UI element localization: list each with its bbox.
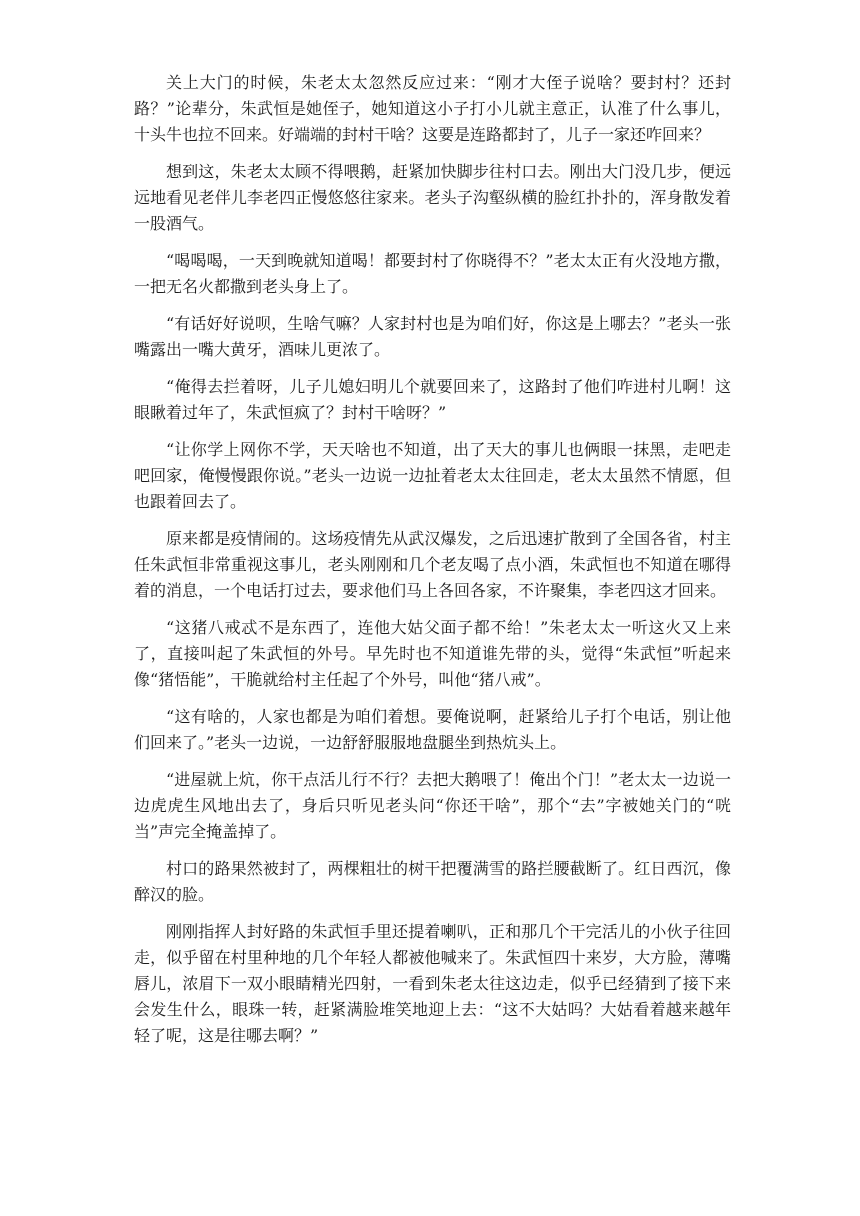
paragraph-8: “这猪八戒忒不是东西了，连他大姑父面子都不给！”朱老太太一听这火又上来了，直接叫起了朱武恒的外号。早先时也不知道谁先带的头，觉得“朱武恒”听起来像“猪悟能”，干脆就给村主任起了个外号，叫他“猪八戒”。 (134, 618, 731, 689)
paragraph-9: “这有啥的，人家也都是为咱们着想。要俺说啊，赶紧给儿子打个电话，别让他们回来了。”老头一边说，一边舒舒服服地盘腿坐到热炕头上。 (134, 707, 731, 752)
paragraph-3: “喝喝喝，一天到晚就知道喝！都要封村了你晓得不？”老太太正有火没地方撒，一把无名火都撒到老头身上了。 (134, 251, 731, 296)
paragraph-12: 刚刚指挥人封好路的朱武恒手里还提着喇叭，正和那几个干完活儿的小伙子往回走，似乎留在村里种地的几个年轻人都被他喊来了。朱武恒四十来岁，大方脸，薄嘴唇儿，浓眉下一双小眼睛精光四射，一看到朱老太往这边走，似乎已经猜到了接下来会发生什么，眼珠一转，赶紧满脸堆笑地迎上去：“这不大姑吗？大姑看着越来越年轻了呢，这是往哪去啊？” (134, 922, 731, 1045)
paragraph-5: “俺得去拦着呀，儿子儿媳妇明儿个就要回来了，这路封了他们咋进村儿啊！这眼瞅着过年了，朱武恒疯了？封村干啥呀？” (134, 377, 731, 422)
paragraph-10: “进屋就上炕，你干点活儿行不行？去把大鹅喂了！俺出个门！”老太太一边说一边虎虎生风地出去了，身后只听见老头问“你还干啥”，那个“去”字被她关门的“咣当”声完全掩盖掉了。 (134, 770, 731, 841)
paragraph-1: 关上大门的时候，朱老太太忽然反应过来：“刚才大侄子说啥？要封村？还封路？”论辈分，朱武恒是她侄子，她知道这小子打小儿就主意正，认准了什么事儿，十头牛也拉不回来。好端端的封村干啥？这要是连路都封了，儿子一家还咋回来？ (134, 73, 731, 144)
paragraph-11: 村口的路果然被封了，两棵粗壮的树干把覆满雪的路拦腰截断了。红日西沉，像醉汉的脸。 (134, 859, 731, 904)
paragraph-6: “让你学上网你不学，天天啥也不知道，出了天大的事儿也俩眼一抹黑，走吧走吧回家，俺慢慢跟你说。”老头一边说一边扯着老太太往回走，老太太虽然不情愿，但也跟着回去了。 (134, 440, 731, 511)
paragraph-2: 想到这，朱老太太顾不得喂鹅，赶紧加快脚步往村口去。刚出大门没几步，便远远地看见老伴儿李老四正慢悠悠往家来。老头子沟壑纵横的脸红扑扑的，浑身散发着一股酒气。 (134, 162, 731, 233)
paragraph-4: “有话好好说呗，生啥气嘛？人家封村也是为咱们好，你这是上哪去？”老头一张嘴露出一嘴大黄牙，酒味儿更浓了。 (134, 314, 731, 359)
paragraph-7: 原来都是疫情闹的。这场疫情先从武汉爆发，之后迅速扩散到了全国各省，村主任朱武恒非常重视这事儿，老头刚刚和几个老友喝了点小酒，朱武恒也不知道在哪得着的消息，一个电话打过去，要求他们马上各回各家，不许聚集，李老四这才回来。 (134, 529, 731, 600)
